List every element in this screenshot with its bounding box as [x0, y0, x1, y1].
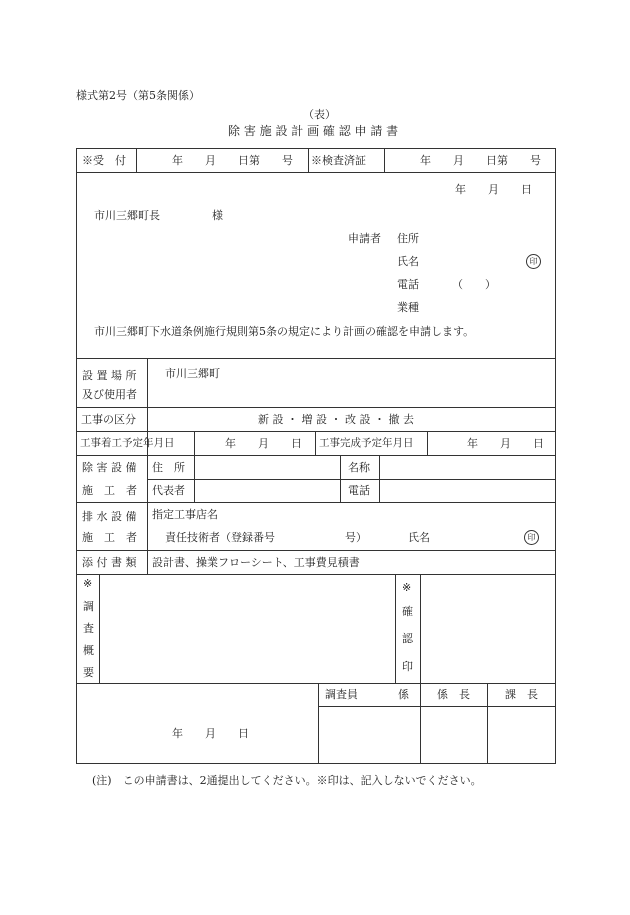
abatement-contractor-label-1: 除 害 設 備 [82, 461, 137, 474]
work-type-options[interactable]: 新 設 ・ 増 設 ・ 改 設 ・ 撤 去 [258, 413, 414, 426]
applicant-phone-label: 電話 [397, 278, 419, 291]
receipt-date: 年 月 日第 号 [172, 154, 293, 167]
start-date-label: 工事着工予定年月日 [80, 437, 175, 449]
abatement-rep-label: 代表者 [152, 484, 185, 497]
survey-label-char: 調 [83, 600, 94, 613]
end-date-label: 工事完成予定年月日 [319, 437, 414, 449]
survey-label-char: 要 [83, 666, 94, 679]
form-side: （表） [303, 108, 336, 121]
drainage-contractor-label-1: 排 水 設 備 [82, 510, 137, 523]
abatement-phone-label: 電話 [348, 484, 370, 497]
attachments-value: 設計書、操業フローシート、工事費見積書 [152, 556, 360, 569]
confirm-stamp-field[interactable] [422, 576, 554, 681]
applicant-phone-field[interactable] [425, 276, 545, 292]
inspected-label: ※検査済証 [311, 154, 366, 167]
work-type-label: 工事の区分 [81, 413, 136, 426]
drainage-name-label: 氏名 [408, 531, 430, 544]
survey-label-char: ※ [83, 577, 93, 590]
drainage-name-field[interactable] [435, 528, 520, 546]
drainage-seal-icon: 印 [524, 530, 539, 545]
addressee: 市川三郷町長 [94, 209, 160, 222]
start-date[interactable]: 年 月 日 [225, 437, 302, 450]
location-label-2: 及び使用者 [82, 388, 137, 401]
drainage-number-close: 号） [345, 531, 367, 544]
abatement-rep-field[interactable] [196, 481, 338, 500]
footnote: (注) この申請書は、2通提出してください。※印は、記入しないでください。 [92, 774, 482, 787]
applicant-business-field[interactable] [425, 299, 545, 315]
section-label: 係 [398, 688, 409, 701]
addressee-honorific: 様 [212, 209, 223, 222]
confirm-label-char: ※ [402, 581, 412, 594]
drainage-shop-field[interactable] [225, 505, 550, 523]
applicant-address-label: 住所 [397, 232, 419, 245]
inspector-label: 調査員 [325, 688, 358, 701]
page-title: 除 害 施 設 計 画 確 認 申 請 書 [228, 124, 399, 138]
application-date: 年 月 日 [455, 183, 532, 196]
applicant-business-label: 業種 [397, 301, 419, 314]
receipt-label: ※受 付 [82, 154, 126, 167]
form-number: 様式第2号（第5条関係） [76, 89, 200, 102]
manager-label: 課 長 [505, 688, 538, 701]
location-value: 市川三郷町 [165, 367, 220, 380]
confirm-label-char: 認 [402, 632, 413, 645]
survey-summary-field[interactable] [101, 576, 393, 681]
applicant-phone-parens: （ ） [452, 278, 496, 291]
survey-label-char: 概 [83, 644, 94, 657]
applicant-address-field[interactable] [425, 230, 545, 246]
chief-label: 係 長 [437, 688, 470, 701]
abatement-contractor-label-2: 施 工 者 [82, 484, 137, 497]
end-date[interactable]: 年 月 日 [467, 437, 544, 450]
seal-icon: 印 [526, 254, 541, 269]
manager-stamp-field[interactable] [489, 708, 553, 761]
confirm-label-char: 確 [402, 605, 413, 618]
attachments-label: 添 付 書 類 [82, 556, 137, 569]
drainage-shop-label: 指定工事店名 [152, 508, 218, 521]
abatement-name-label: 名称 [348, 461, 370, 474]
confirm-label-char: 印 [402, 660, 413, 673]
applicant-label: 申請者 [348, 232, 381, 245]
drainage-engineer-label: 責任技術者（登録番号 [165, 531, 275, 544]
abatement-name-field[interactable] [381, 457, 553, 477]
location-field[interactable] [230, 362, 550, 402]
drainage-contractor-label-2: 施 工 者 [82, 531, 137, 544]
chief-stamp-field[interactable] [422, 708, 485, 761]
abatement-address-label: 住 所 [152, 461, 185, 474]
applicant-name-field[interactable] [425, 253, 520, 269]
inspected-date: 年 月 日第 号 [420, 154, 541, 167]
application-statement: 市川三郷町下水道条例施行規則第5条の規定により計画の確認を申請します。 [94, 325, 475, 338]
location-label-1: 設 置 場 所 [82, 369, 137, 382]
inspector-stamp-field[interactable] [320, 708, 418, 761]
survey-label-char: 査 [83, 622, 94, 635]
approval-date: 年 月 日 [172, 727, 249, 740]
abatement-address-field[interactable] [196, 457, 338, 477]
abatement-phone-field[interactable] [381, 481, 553, 500]
applicant-name-label: 氏名 [397, 255, 419, 268]
